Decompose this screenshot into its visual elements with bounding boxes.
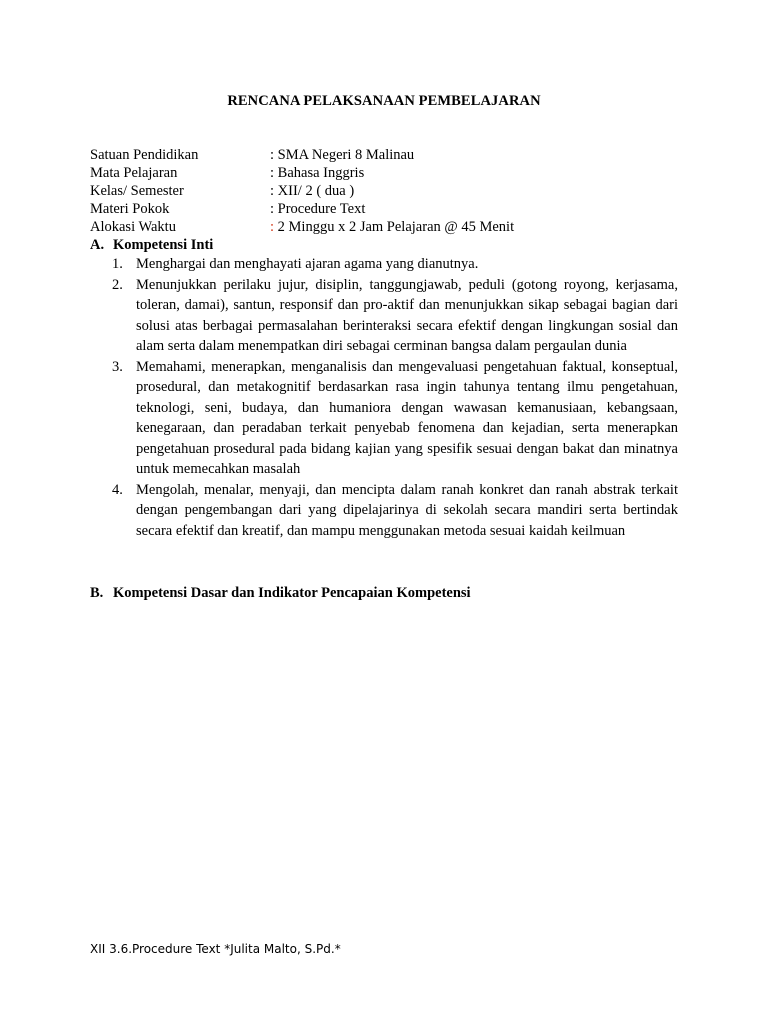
- info-value: [270, 200, 365, 218]
- item-number: 4.: [112, 481, 123, 498]
- kompetensi-inti-list: [90, 254, 678, 541]
- item-number: 2.: [112, 276, 123, 293]
- item-number: 3.: [112, 358, 123, 375]
- info-row-mapel: [90, 164, 690, 182]
- info-value: [270, 164, 364, 182]
- page-footer: XII 3.6.Procedure Text *Julita Malto, S.Pd.*: [90, 942, 341, 956]
- info-colon: :: [270, 183, 275, 199]
- section-heading-text: Kompetensi Dasar dan Indikator Pencapaian Kompetensi: [113, 585, 471, 601]
- info-value-text: Procedure Text: [277, 201, 366, 217]
- section-heading-text: Kompetensi Inti: [113, 237, 214, 253]
- info-value-text: 2 Minggu x 2 Jam Pelajaran @ 45 Menit: [277, 219, 515, 235]
- page-title: RENCANA PELAKSANAAN PEMBELAJARAN: [227, 93, 541, 109]
- info-label: Materi Pokok: [90, 201, 170, 217]
- info-value: [270, 146, 414, 164]
- section-b-heading: [90, 584, 471, 602]
- item-text: Mengolah, menalar, menyaji, dan mencipta dalam ranah konkret dan ranah abstrak terkait dengan pengembangan dari yang dipelajarinya di sekolah secara mandiri serta bertindak secara efektif dan kreatif, dan mampu menggunakan metoda sesuai kaidah keilmuan: [136, 481, 678, 539]
- item-number: 1.: [112, 256, 123, 272]
- info-colon: :: [270, 147, 275, 163]
- info-row-alokasi: [90, 218, 690, 236]
- info-label: Alokasi Waktu: [90, 219, 176, 235]
- info-row-kelas: [90, 182, 690, 200]
- info-row-materi: [90, 200, 690, 218]
- info-value: [270, 218, 514, 236]
- list-item: [90, 275, 678, 357]
- info-label: Satuan Pendidikan: [90, 147, 199, 163]
- list-item: [90, 480, 678, 542]
- item-text: Menunjukkan perilaku jujur, disiplin, tanggungjawab, peduli (gotong royong, kerjasama, toleran, damai), santun, responsif dan pro-aktif dan menunjukkan sikap sebagai bagian dari solusi atas berbagai permasalahan berinteraksi secara efektif dengan lingkungan sosial dan alam serta dalam menempatkan diri sebagai cerminan bangsa dalam pergaulan dunia: [136, 276, 678, 354]
- info-value-text: XII/ 2 ( dua ): [277, 183, 355, 199]
- info-colon: :: [270, 165, 275, 181]
- list-item: [90, 254, 678, 275]
- info-colon: :: [270, 219, 275, 235]
- info-value: [270, 182, 354, 200]
- list-item: [90, 357, 678, 480]
- info-value-text: SMA Negeri 8 Malinau: [277, 147, 415, 163]
- info-label: Mata Pelajaran: [90, 165, 178, 181]
- info-row-satuan: [90, 146, 690, 164]
- info-value-text: Bahasa Inggris: [277, 165, 365, 181]
- item-text: Menghargai dan menghayati ajaran agama yang dianutnya.: [136, 256, 479, 272]
- section-a-heading: [90, 236, 213, 254]
- info-colon: :: [270, 201, 275, 217]
- item-text: Memahami, menerapkan, menganalisis dan mengevaluasi pengetahuan faktual, konseptual, prosedural, dan metakognitif berdasarkan rasa ingin tahunya tentang ilmu pengetahuan, teknologi, seni, budaya, dan humaniora dengan wawasan kemanusiaan, kebangsaan, kenegaraan, dan peradaban terkait penyebab fenomena dan kejadian, serta menerapkan pengetahuan prosedural pada bidang kajian yang spesifik sesuai dengan bakat dan minatnya untuk memecahkan masalah: [136, 358, 678, 477]
- info-table: [90, 146, 690, 236]
- info-label: Kelas/ Semester: [90, 183, 184, 199]
- section-letter: A.: [90, 237, 105, 253]
- section-letter: B.: [90, 585, 104, 601]
